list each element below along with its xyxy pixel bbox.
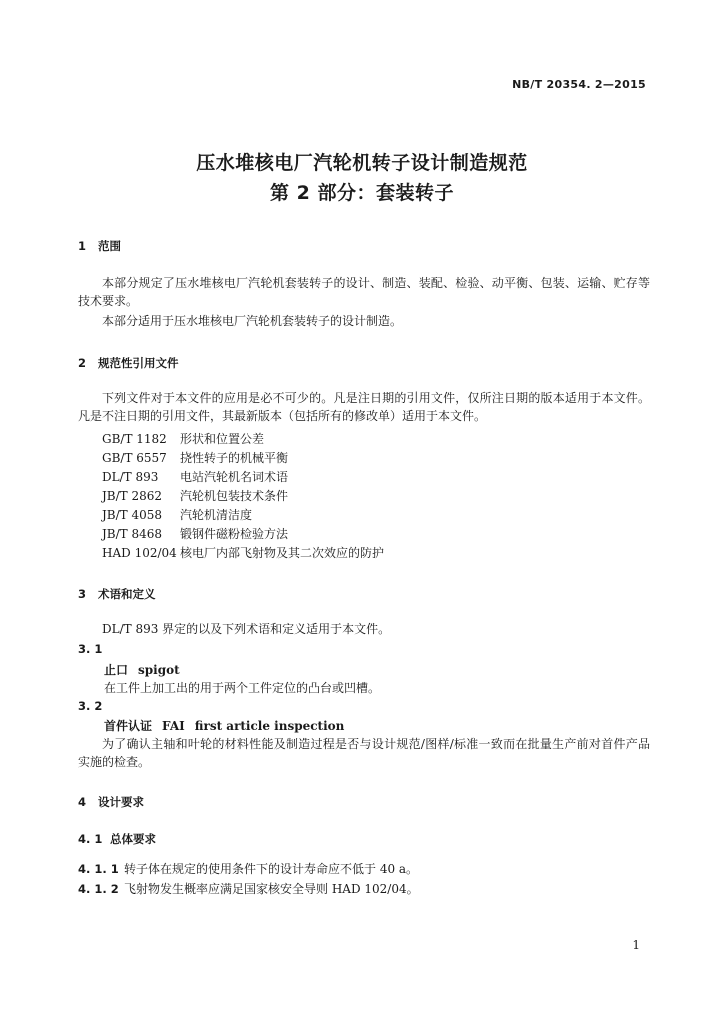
clause-item: [78, 860, 418, 877]
section-title: 术语和定义: [98, 587, 156, 601]
term-number: 3. 1: [78, 642, 103, 656]
reference-code: GB/T 6557: [102, 451, 167, 465]
reference-code: GB/T 1182: [102, 432, 167, 446]
section-1-heading: [78, 238, 121, 254]
reference-title: 电站汽轮机名词术语: [180, 470, 289, 484]
reference-item: [102, 468, 288, 485]
term-en: spigot: [138, 663, 180, 677]
section-number: 2: [78, 356, 87, 370]
clause-text: 飞射物发生概率应满足国家核安全导则 HAD 102/04。: [124, 882, 419, 896]
page-number: 1: [632, 938, 640, 952]
reference-title: 挠性转子的机械平衡: [180, 451, 289, 465]
section-2-heading: [78, 355, 179, 371]
term-label: [104, 717, 344, 734]
reference-code: JB/T 2862: [102, 489, 163, 503]
reference-code: JB/T 8468: [102, 527, 163, 541]
clause-text: 转子体在规定的使用条件下的设计寿命应不低于 40 a。: [124, 862, 419, 876]
reference-code: JB/T 4058: [102, 508, 163, 522]
section-number: 1: [78, 239, 87, 253]
reference-item: [102, 487, 288, 504]
section-2-intro: 下列文件对于本文件的应用是必不可少的。凡是注日期的引用文件，仅所注日期的版本适用于本文件。凡是不注日期的引用文件，其最新版本（包括所有的修改单）适用于本文件。: [78, 391, 650, 423]
reference-title: 锻钢件磁粉检验方法: [180, 527, 289, 541]
section-1-paragraph-2: 本部分适用于压水堆核电厂汽轮机套装转子的设计制造。: [102, 314, 403, 328]
reference-item: [102, 544, 384, 561]
reference-title: 形状和位置公差: [180, 432, 265, 446]
standard-number: NB/T 20354. 2—2015: [512, 78, 646, 91]
section-3-intro: DL/T 893 界定的以及下列术语和定义适用于本文件。: [102, 622, 391, 636]
clause-number: 4. 1. 1: [78, 862, 119, 876]
section-1-paragraph-1: 本部分规定了压水堆核电厂汽轮机套装转子的设计、制造、装配、检验、动平衡、包装、运输、贮存等技术要求。: [78, 276, 650, 308]
clause-number: 4. 1. 2: [78, 882, 119, 896]
section-title: 范围: [98, 239, 121, 253]
subsection-4-1-heading: [78, 831, 156, 847]
reference-item: [102, 449, 288, 466]
reference-title: 核电厂内部飞射物及其二次效应的防护: [180, 546, 385, 560]
subsection-number: 4. 1: [78, 832, 103, 846]
term-zh: 首件认证: [104, 719, 153, 733]
term-number: 3. 2: [78, 699, 103, 713]
section-title: 设计要求: [98, 795, 144, 809]
reference-item: [102, 430, 264, 447]
term-en: first article inspection: [194, 719, 345, 733]
term-definition: 在工件上加工出的用于两个工件定位的凸台或凹槽。: [104, 681, 381, 695]
term-zh: 止口: [104, 663, 129, 677]
section-3-heading: [78, 586, 156, 602]
document-title: 压水堆核电厂汽轮机转子设计制造规范: [196, 152, 528, 174]
reference-title: 汽轮机清洁度: [180, 508, 253, 522]
section-title: 规范性引用文件: [98, 356, 179, 370]
term-abbr: FAI: [162, 719, 185, 733]
clause-item: [78, 880, 419, 897]
reference-code: HAD 102/04: [102, 546, 177, 560]
reference-code: DL/T 893: [102, 470, 159, 484]
reference-item: [102, 506, 252, 523]
section-number: 4: [78, 795, 87, 809]
subsection-title: 总体要求: [110, 832, 156, 846]
term-label: [104, 661, 180, 678]
document-subtitle: 第 2 部分：套装转子: [270, 182, 454, 204]
reference-item: [102, 525, 288, 542]
section-number: 3: [78, 587, 87, 601]
reference-title: 汽轮机包装技术条件: [180, 489, 289, 503]
term-definition: 为了确认主轴和叶轮的材料性能及制造过程是否与设计规范/图样/标准一致而在批量生产前对首件产品实施的检查。: [78, 737, 650, 769]
section-4-heading: [78, 794, 144, 810]
